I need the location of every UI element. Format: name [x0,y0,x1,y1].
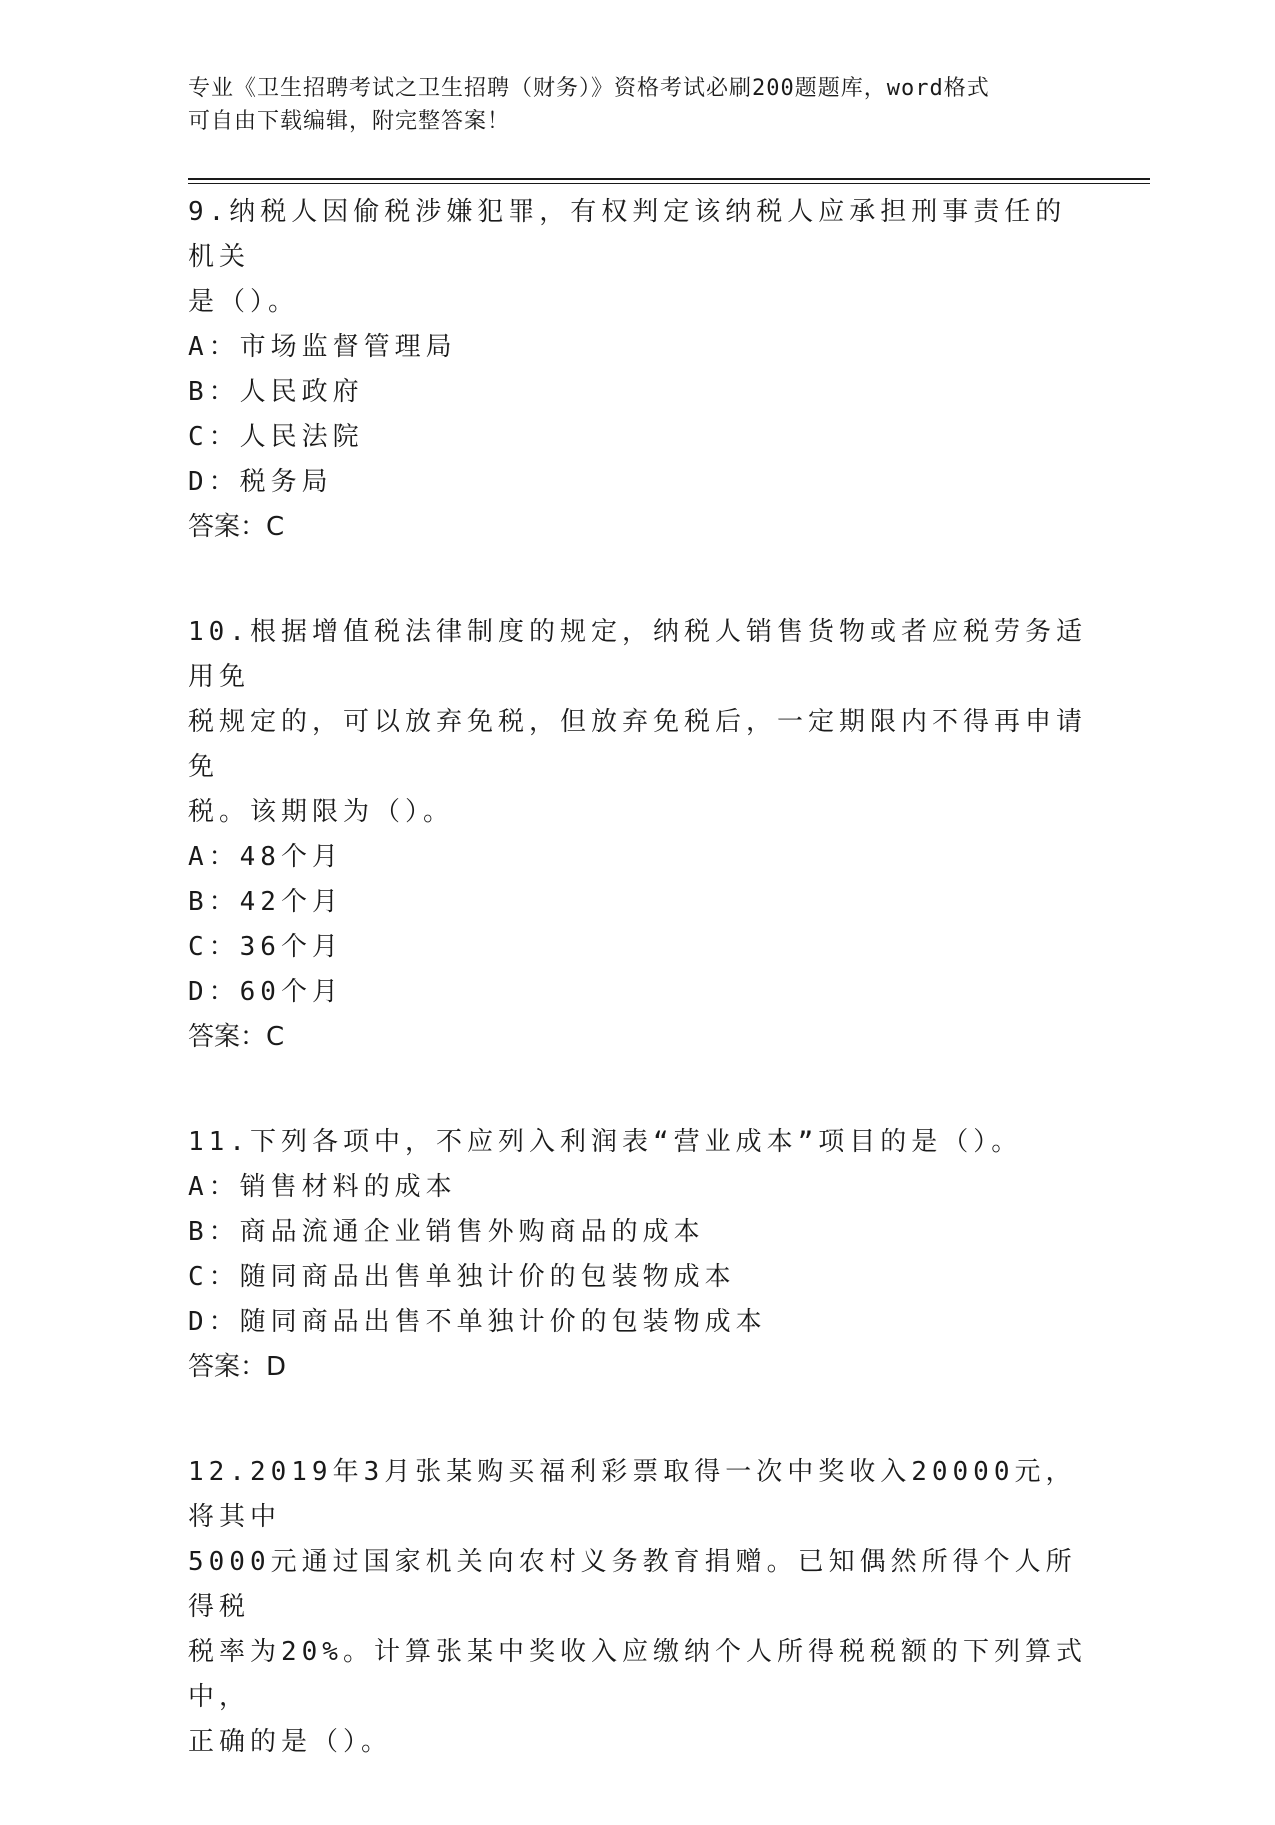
header-divider-thick [188,178,1150,180]
question-text-line: 9.纳税人因偷税涉嫌犯罪，有权判定该纳税人应承担刑事责任的机关 [188,197,1067,272]
header-line-1: 专业《卫生招聘考试之卫生招聘（财务）》资格考试必刷200题题库，word格式 [188,76,990,101]
answer-label: 答案：D [188,1352,287,1382]
question-text-line: 5000元通过国家机关向农村义务教育捐赠。已知偶然所得个人所得税 [188,1547,1077,1622]
question-10 [188,610,1088,1060]
question-9 [188,190,1088,550]
question-text-line: 税规定的，可以放弃免税，但放弃免税后，一定期限内不得再申请免 [188,707,1088,782]
option-c: C：人民法院 [188,422,364,452]
option-c: C：36个月 [188,932,343,962]
question-11 [188,1120,1088,1390]
document-header [188,72,1088,138]
option-b: B：商品流通企业销售外购商品的成本 [188,1217,705,1247]
option-c: C：随同商品出售单独计价的包装物成本 [188,1262,736,1292]
question-text-line: 税率为20%。计算张某中奖收入应缴纳个人所得税税额的下列算式中， [188,1637,1087,1712]
option-d: D：60个月 [188,977,343,1007]
question-text-line: 10.根据增值税法律制度的规定，纳税人销售货物或者应税劳务适用免 [188,617,1087,692]
option-a: A：48个月 [188,842,343,872]
option-d: D：随同商品出售不单独计价的包装物成本 [188,1307,767,1337]
header-line-2: 可自由下载编辑，附完整答案！ [188,109,511,134]
question-12 [188,1450,1088,1765]
question-text-line: 税。该期限为（）。 [188,797,455,827]
option-b: B：42个月 [188,887,343,917]
option-a: A：销售材料的成本 [188,1172,457,1202]
option-b: B：人民政府 [188,377,364,407]
question-text-line: 11.下列各项中，不应列入利润表“营业成本”项目的是（）。 [188,1127,1023,1157]
header-divider-thin [188,183,1150,184]
option-a: A：市场监督管理局 [188,332,457,362]
option-d: D：税务局 [188,467,333,497]
question-text-line: 12.2019年3月张某购买福利彩票取得一次中奖收入20000元，将其中 [188,1457,1077,1532]
question-text-line: 是（）。 [188,287,300,317]
answer-label: 答案：C [188,512,285,542]
question-text-line: 正确的是（）。 [188,1727,393,1757]
answer-label: 答案：C [188,1022,285,1052]
question-list [188,190,1088,1825]
